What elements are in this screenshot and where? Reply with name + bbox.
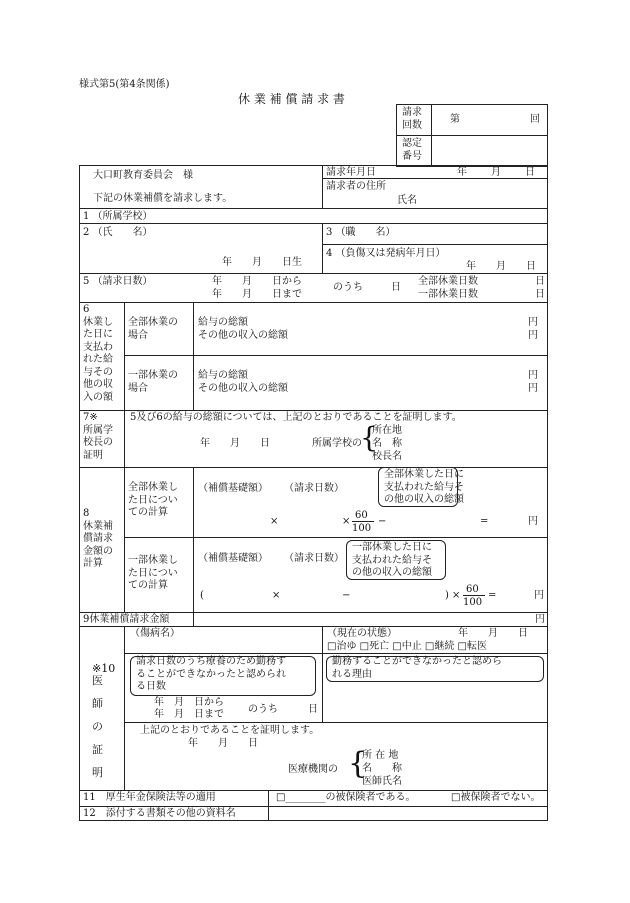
claim-count-label: 請求 回数 xyxy=(402,107,422,131)
name-label: 氏名 xyxy=(397,195,417,206)
form-title: 休 業 補 償 請 求 書 xyxy=(238,92,345,106)
request-date-label: 請求年月日 xyxy=(326,167,376,178)
row6-label: 6 休業し た日に 支払わ れた給 与その 他の収 入の額 xyxy=(83,304,113,403)
request-statement: 下記の休業補償を請求します。 xyxy=(93,193,233,204)
row5-label: 5 （請求日数） xyxy=(83,276,153,287)
form-page: 様式第5(第4条関係) 休 業 補 償 請 求 書 請求 回数 第 回 認定 番号 大口町教育委員会 様 下記の休業補償を請求します。 請求年月日 年 月 日 請求者の住所 氏名 1 （所属学校） 2 （氏 名） 年 月 日生 3 （職 名） 4 （負傷又は発病年月日） 年 月 日 5 （請求日数） 年 月 日から 年 月 日まで のうち 日 全部休業日数 一部休業日数 日 日 6 休業し た日に 支払わ れた給 与その 他の収 入の額 全部休業の 場合 給与の総額 その他の収入の総額 円 円 一部休業の 場合 給与の総額 その他の収入の総額 円 円 7※ 所属学 校長の 証明 5及び6の給与の総額については、上記のとおりであることを証明します。 年 月 日 所属学校の { 所在地 名 称 校長名 8 休業補 償請求 金額の 計算 全部休業し た日につい ての計算 （補償基礎額） （請求日数） 全部休業した日に 支払われた給与そ の他の収入の総額 × × 60 100 − = 円 一部休業し た日につい ての計算 （補償基礎額） （請求日数） 一部休業した日に 支払われた給与そ の他の収入の総額 ( × − ) × 60 100 = 円 9休業補償請求金額 円 ※10 医 師 の 証 明 （傷病名） （現在の状態） 年 月 日 □治ゆ □死亡 □中止 □継続 □転医 請求日数のうち療養のため勤務す ることができなかったと認められ る日数 勤務することができなかったと認めら れる理由 年 月 日から 年 月 日まで のうち 日 上記のとおりであることを証明します。 年 月 日 医療機関の { 所 在 地 名 称 医師氏名 11 厚生年金保険法等の適用 □________の被保険者である。 □被保険者でない。 12 添付する書類その他の資料名 xyxy=(0,0,630,903)
address-label: 請求者の住所 xyxy=(326,181,386,192)
row4-label: 4 （負傷又は発病年月日） xyxy=(326,248,446,259)
addressee: 大口町教育委員会 様 xyxy=(93,170,193,181)
row9-label: 9休業補償請求金額 xyxy=(83,614,170,625)
row10-label: ※10 医 師 の 証 明 xyxy=(92,662,116,779)
row1-label: 1 （所属学校） xyxy=(83,211,153,222)
row3-label: 3 （職 名） xyxy=(326,227,396,238)
option-not-insured[interactable]: □被保険者でない。 xyxy=(451,792,541,803)
row8-label: 8 休業補 償請求 金額の 計算 xyxy=(83,508,113,569)
row12-label: 12 添付する書類その他の資料名 xyxy=(83,808,236,819)
row2-label: 2 （氏 名） xyxy=(83,227,153,238)
row11-label: 11 厚生年金保険法等の適用 xyxy=(83,792,216,803)
option-insured[interactable]: □________の被保険者である。 xyxy=(276,792,416,803)
cert-no-label: 認定 番号 xyxy=(402,138,422,162)
claim-count-suffix: 回 xyxy=(530,114,540,125)
form-id: 様式第5(第4条関係) xyxy=(79,79,170,90)
claim-count-prefix: 第 xyxy=(450,114,460,125)
row7-label: 7※ 所属学 校長の 証明 xyxy=(83,412,113,461)
